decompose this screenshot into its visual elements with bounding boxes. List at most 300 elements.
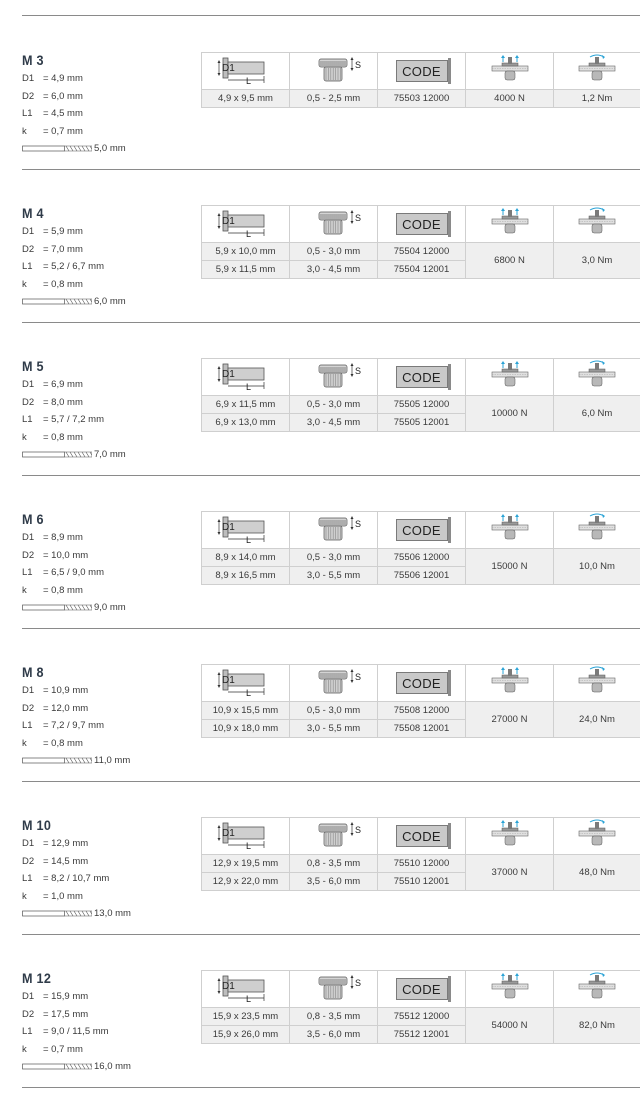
icon-header-row	[202, 206, 640, 243]
header-cell	[290, 206, 378, 243]
code-badge-icon: CODE	[396, 978, 448, 1000]
spec-label: D2	[22, 396, 35, 408]
spec-d2-row	[22, 91, 83, 102]
svg-text:L: L	[245, 687, 251, 697]
grip-range-cell: 0,8 - 3,5 mm	[290, 855, 378, 873]
spec-k-row	[22, 738, 83, 749]
torque-icon	[575, 819, 619, 854]
code-badge-icon: CODE	[396, 825, 448, 847]
spec-value: = 0,8 mm	[43, 584, 83, 596]
spec-value: = 0,7 mm	[43, 125, 83, 137]
svg-text:D1: D1	[221, 215, 235, 227]
spec-d2-row	[22, 1009, 88, 1020]
shared-values	[466, 1008, 640, 1044]
header-cell	[554, 818, 640, 855]
force-cell: 6800 N	[466, 243, 554, 279]
grip-range-cell: 0,5 - 3,0 mm	[290, 396, 378, 414]
shared-values	[466, 702, 640, 738]
thread-size-heading: M 6	[22, 511, 44, 527]
spec-value: = 6,5 / 9,0 mm	[43, 567, 104, 578]
spec-value: = 6,0 mm	[43, 90, 83, 102]
force-cell: 37000 N	[466, 855, 554, 891]
spec-k-row	[22, 1044, 83, 1055]
spec-d1-row	[22, 73, 83, 84]
spec-value: = 8,2 / 10,7 mm	[43, 873, 110, 884]
table-row	[202, 567, 466, 585]
table-row	[202, 414, 466, 432]
drill-diameter: 9,0 mm	[94, 602, 126, 613]
svg-text:D1: D1	[221, 62, 235, 74]
table-body	[202, 549, 640, 585]
article-code-cell: 75510 12000	[378, 855, 466, 873]
header-cell	[290, 665, 378, 702]
torque-cell: 82,0 Nm	[554, 1008, 640, 1044]
shared-values	[466, 855, 640, 891]
header-cell	[378, 359, 466, 396]
thread-size-heading: M 12	[22, 970, 52, 986]
code-badge-icon: CODE	[396, 672, 448, 694]
spec-label: L1	[22, 720, 33, 731]
variant-rows	[202, 549, 466, 585]
header-cell	[378, 818, 466, 855]
spec-value: = 8,0 mm	[43, 396, 83, 408]
drill-size	[22, 755, 130, 766]
header-cell	[378, 206, 466, 243]
spec-label: k	[22, 737, 27, 749]
spec-label: L1	[22, 873, 33, 884]
header-cell	[466, 53, 554, 90]
spec-label: D2	[22, 702, 35, 714]
torque-icon	[575, 207, 619, 242]
grip-range-cell: 0,5 - 3,0 mm	[290, 549, 378, 567]
spec-value: = 4,5 mm	[43, 108, 83, 119]
header-cell	[202, 206, 290, 243]
spec-d2-row	[22, 244, 83, 255]
shared-values	[466, 549, 640, 585]
shared-values	[466, 396, 640, 432]
spec-d2-row	[22, 703, 88, 714]
spec-label: L1	[22, 414, 33, 425]
header-cell	[466, 665, 554, 702]
variant-rows	[202, 702, 466, 738]
svg-text:D1: D1	[221, 521, 235, 533]
table-body	[202, 1008, 640, 1044]
svg-text:L: L	[245, 840, 251, 850]
size-cell: 10,9 x 15,5 mm	[202, 702, 290, 720]
torque-icon	[575, 972, 619, 1007]
rivet-dimension-icon	[216, 820, 276, 853]
spec-table	[201, 664, 640, 738]
grip-range-cell: 3,0 - 5,5 mm	[290, 567, 378, 585]
size-cell: 5,9 x 11,5 mm	[202, 261, 290, 279]
svg-text:S: S	[354, 977, 361, 988]
size-cell: 5,9 x 10,0 mm	[202, 243, 290, 261]
spec-l1-row	[22, 414, 104, 425]
spec-label: k	[22, 125, 27, 137]
article-code-cell: 75504 12000	[378, 243, 466, 261]
drill-diameter: 6,0 mm	[94, 296, 126, 307]
thread-size-heading: M 3	[22, 52, 44, 68]
spec-d1-row	[22, 226, 83, 237]
torque-cell: 3,0 Nm	[554, 243, 640, 279]
rivet-dimension-icon	[216, 55, 276, 88]
spec-value: = 1,0 mm	[43, 890, 83, 902]
table-row	[202, 702, 466, 720]
svg-text:S: S	[354, 365, 361, 376]
grip-range-cell: 3,5 - 6,0 mm	[290, 1026, 378, 1044]
spec-label: D1	[22, 532, 35, 543]
header-cell	[290, 512, 378, 549]
grip-range-cell: 3,0 - 5,5 mm	[290, 720, 378, 738]
header-cell	[290, 359, 378, 396]
pull-force-icon	[488, 819, 532, 854]
torque-cell: 10,0 Nm	[554, 549, 640, 585]
knurled-nut-grip-icon	[304, 208, 364, 241]
spec-label: D1	[22, 226, 35, 237]
shared-values	[466, 243, 640, 279]
article-code-cell: 75512 12001	[378, 1026, 466, 1044]
variant-rows	[202, 1008, 466, 1044]
spec-value: = 12,0 mm	[43, 702, 89, 714]
article-code-cell: 75508 12001	[378, 720, 466, 738]
header-cell	[378, 665, 466, 702]
torque-cell: 6,0 Nm	[554, 396, 640, 432]
pull-force-icon	[488, 207, 532, 242]
icon-header-row	[202, 971, 640, 1008]
header-cell	[378, 512, 466, 549]
rivet-dimension-icon	[216, 514, 276, 547]
drill-bit-icon	[22, 757, 94, 764]
spec-l1-row	[22, 261, 104, 272]
spec-l1-row	[22, 873, 109, 884]
article-code-cell: 75512 12000	[378, 1008, 466, 1026]
svg-text:D1: D1	[221, 980, 235, 992]
spec-d2-row	[22, 856, 88, 867]
article-code-cell: 75505 12000	[378, 396, 466, 414]
thread-size-heading: M 5	[22, 358, 44, 374]
svg-text:S: S	[354, 59, 361, 70]
spec-section	[0, 169, 640, 323]
header-cell	[290, 818, 378, 855]
spec-label: D1	[22, 379, 35, 390]
grip-range-cell: 3,0 - 4,5 mm	[290, 261, 378, 279]
spec-section	[0, 16, 640, 170]
table-body	[202, 243, 640, 279]
spec-label: D2	[22, 243, 35, 255]
knurled-nut-grip-icon	[304, 973, 364, 1006]
icon-header-row	[202, 359, 640, 396]
size-cell: 8,9 x 16,5 mm	[202, 567, 290, 585]
pull-force-icon	[488, 513, 532, 548]
variant-rows	[202, 396, 466, 432]
svg-text:S: S	[354, 824, 361, 835]
table-row	[202, 261, 466, 279]
header-cell	[378, 971, 466, 1008]
torque-cell: 1,2 Nm	[554, 90, 640, 108]
table-body	[202, 396, 640, 432]
spec-label: k	[22, 278, 27, 290]
grip-range-cell: 3,5 - 6,0 mm	[290, 873, 378, 891]
drill-size	[22, 908, 131, 919]
spec-table	[201, 817, 640, 891]
spec-value: = 0,8 mm	[43, 431, 83, 443]
spec-d1-row	[22, 991, 88, 1002]
spec-label: k	[22, 1043, 27, 1055]
header-cell	[554, 53, 640, 90]
thread-size-heading: M 8	[22, 664, 44, 680]
icon-header-row	[202, 665, 640, 702]
knurled-nut-grip-icon	[304, 361, 364, 394]
size-cell: 6,9 x 11,5 mm	[202, 396, 290, 414]
header-cell	[466, 818, 554, 855]
pull-force-icon	[488, 972, 532, 1007]
spec-k-row	[22, 432, 83, 443]
spec-k-row	[22, 891, 83, 902]
article-code-cell: 75510 12001	[378, 873, 466, 891]
size-cell: 12,9 x 22,0 mm	[202, 873, 290, 891]
pull-force-icon	[488, 360, 532, 395]
spec-value: = 5,2 / 6,7 mm	[43, 261, 104, 272]
grip-range-cell: 0,5 - 3,0 mm	[290, 702, 378, 720]
header-cell	[378, 53, 466, 90]
header-cell	[554, 971, 640, 1008]
svg-text:L: L	[245, 381, 251, 391]
table-row	[202, 873, 466, 891]
header-cell	[554, 359, 640, 396]
svg-text:S: S	[354, 518, 361, 529]
drill-size	[22, 1061, 131, 1072]
header-cell	[466, 512, 554, 549]
spec-d2-row	[22, 397, 83, 408]
spec-label: L1	[22, 108, 33, 119]
drill-diameter: 13,0 mm	[94, 908, 131, 919]
force-cell: 4000 N	[466, 90, 554, 108]
torque-cell: 48,0 Nm	[554, 855, 640, 891]
article-code-cell: 75504 12001	[378, 261, 466, 279]
spec-value: = 9,0 / 11,5 mm	[43, 1026, 109, 1037]
spec-value: = 14,5 mm	[43, 855, 89, 867]
knurled-nut-grip-icon	[304, 514, 364, 547]
drill-bit-icon	[22, 145, 94, 152]
grip-range-cell: 0,5 - 3,0 mm	[290, 243, 378, 261]
header-cell	[202, 512, 290, 549]
knurled-nut-grip-icon	[304, 820, 364, 853]
spec-table	[201, 970, 640, 1044]
article-code-cell: 75506 12000	[378, 549, 466, 567]
spec-value: = 5,7 / 7,2 mm	[43, 414, 104, 425]
header-cell	[466, 206, 554, 243]
code-badge-icon: CODE	[396, 213, 448, 235]
spec-section	[0, 934, 640, 1088]
header-cell	[290, 53, 378, 90]
rivet-dimension-icon	[216, 973, 276, 1006]
icon-header-row	[202, 512, 640, 549]
torque-icon	[575, 360, 619, 395]
thread-size-heading: M 4	[22, 205, 44, 221]
header-cell	[202, 359, 290, 396]
rivet-dimension-icon	[216, 208, 276, 241]
spec-value: = 10,9 mm	[43, 685, 89, 696]
spec-value: = 4,9 mm	[43, 73, 83, 84]
spec-l1-row	[22, 567, 104, 578]
article-code-cell: 75505 12001	[378, 414, 466, 432]
spec-d1-row	[22, 838, 88, 849]
torque-cell: 24,0 Nm	[554, 702, 640, 738]
spec-label: L1	[22, 1026, 33, 1037]
table-row	[202, 396, 466, 414]
torque-icon	[575, 54, 619, 89]
svg-text:L: L	[245, 534, 251, 544]
size-cell: 10,9 x 18,0 mm	[202, 720, 290, 738]
force-cell: 15000 N	[466, 549, 554, 585]
spec-table	[201, 205, 640, 279]
force-cell: 27000 N	[466, 702, 554, 738]
pull-force-icon	[488, 54, 532, 89]
pull-force-icon	[488, 666, 532, 701]
spec-section	[0, 322, 640, 476]
spec-k-row	[22, 279, 83, 290]
table-row	[202, 549, 466, 567]
table-body	[202, 90, 640, 108]
spec-l1-row	[22, 720, 104, 731]
code-badge-icon: CODE	[396, 519, 448, 541]
force-cell: 54000 N	[466, 1008, 554, 1044]
spec-section	[0, 781, 640, 935]
table-row	[202, 1026, 466, 1044]
icon-header-row	[202, 53, 640, 90]
grip-range-cell: 3,0 - 4,5 mm	[290, 414, 378, 432]
variant-rows	[202, 90, 466, 108]
header-cell	[202, 818, 290, 855]
spec-label: k	[22, 584, 27, 596]
drill-diameter: 16,0 mm	[94, 1061, 131, 1072]
svg-text:D1: D1	[221, 827, 235, 839]
code-badge-icon: CODE	[396, 366, 448, 388]
header-cell	[554, 512, 640, 549]
knurled-nut-grip-icon	[304, 55, 364, 88]
spec-k-row	[22, 585, 83, 596]
svg-text:L: L	[245, 228, 251, 238]
icon-header-row	[202, 818, 640, 855]
drill-size	[22, 296, 126, 307]
spec-section	[0, 475, 640, 629]
table-row	[202, 243, 466, 261]
drill-bit-icon	[22, 1063, 94, 1070]
spec-value: = 0,7 mm	[43, 1043, 83, 1055]
torque-icon	[575, 513, 619, 548]
table-row	[202, 90, 466, 108]
spec-label: L1	[22, 261, 33, 272]
table-row	[202, 720, 466, 738]
spec-value: = 0,8 mm	[43, 737, 83, 749]
shared-values	[466, 90, 640, 108]
spec-label: D2	[22, 549, 35, 561]
spec-value: = 7,0 mm	[43, 243, 83, 255]
variant-rows	[202, 243, 466, 279]
article-code-cell: 75503 12000	[378, 90, 466, 108]
drill-size	[22, 143, 126, 154]
drill-diameter: 11,0 mm	[94, 755, 131, 766]
svg-text:D1: D1	[221, 368, 235, 380]
article-code-cell: 75506 12001	[378, 567, 466, 585]
torque-icon	[575, 666, 619, 701]
spec-label: L1	[22, 567, 33, 578]
spec-table	[201, 358, 640, 432]
header-cell	[202, 971, 290, 1008]
spec-table	[201, 52, 640, 108]
size-cell: 6,9 x 13,0 mm	[202, 414, 290, 432]
header-cell	[202, 53, 290, 90]
table-body	[202, 702, 640, 738]
size-cell: 12,9 x 19,5 mm	[202, 855, 290, 873]
drill-bit-icon	[22, 910, 94, 917]
table-body	[202, 855, 640, 891]
size-cell: 4,9 x 9,5 mm	[202, 90, 290, 108]
drill-diameter: 7,0 mm	[94, 449, 126, 460]
grip-range-cell: 0,5 - 2,5 mm	[290, 90, 378, 108]
spec-label: D2	[22, 90, 35, 102]
section-divider	[22, 1087, 640, 1088]
spec-section	[0, 628, 640, 782]
drill-bit-icon	[22, 451, 94, 458]
spec-value: = 10,0 mm	[43, 549, 89, 561]
spec-d1-row	[22, 379, 83, 390]
header-cell	[554, 206, 640, 243]
spec-l1-row	[22, 108, 83, 119]
drill-bit-icon	[22, 298, 94, 305]
svg-text:D1: D1	[221, 674, 235, 686]
size-cell: 8,9 x 14,0 mm	[202, 549, 290, 567]
force-cell: 10000 N	[466, 396, 554, 432]
spec-value: = 7,2 / 9,7 mm	[43, 720, 104, 731]
svg-text:L: L	[245, 993, 251, 1003]
spec-value: = 0,8 mm	[43, 278, 83, 290]
spec-label: D1	[22, 838, 35, 849]
header-cell	[202, 665, 290, 702]
svg-text:S: S	[354, 212, 361, 223]
spec-value: = 5,9 mm	[43, 226, 83, 237]
spec-value: = 15,9 mm	[43, 991, 89, 1002]
spec-d1-row	[22, 685, 88, 696]
variant-rows	[202, 855, 466, 891]
spec-table	[201, 511, 640, 585]
thread-size-heading: M 10	[22, 817, 52, 833]
spec-d2-row	[22, 550, 88, 561]
drill-size	[22, 602, 126, 613]
spec-label: k	[22, 890, 27, 902]
size-cell: 15,9 x 26,0 mm	[202, 1026, 290, 1044]
rivet-dimension-icon	[216, 361, 276, 394]
header-cell	[466, 971, 554, 1008]
spec-value: = 17,5 mm	[43, 1008, 89, 1020]
spec-label: D2	[22, 855, 35, 867]
size-cell: 15,9 x 23,5 mm	[202, 1008, 290, 1026]
spec-label: D1	[22, 73, 35, 84]
table-row	[202, 855, 466, 873]
knurled-nut-grip-icon	[304, 667, 364, 700]
code-badge-icon: CODE	[396, 60, 448, 82]
svg-text:S: S	[354, 671, 361, 682]
header-cell	[554, 665, 640, 702]
article-code-cell: 75508 12000	[378, 702, 466, 720]
spec-label: D2	[22, 1008, 35, 1020]
rivet-dimension-icon	[216, 667, 276, 700]
header-cell	[466, 359, 554, 396]
spec-value: = 12,9 mm	[43, 838, 89, 849]
spec-k-row	[22, 126, 83, 137]
spec-value: = 6,9 mm	[43, 379, 83, 390]
grip-range-cell: 0,8 - 3,5 mm	[290, 1008, 378, 1026]
